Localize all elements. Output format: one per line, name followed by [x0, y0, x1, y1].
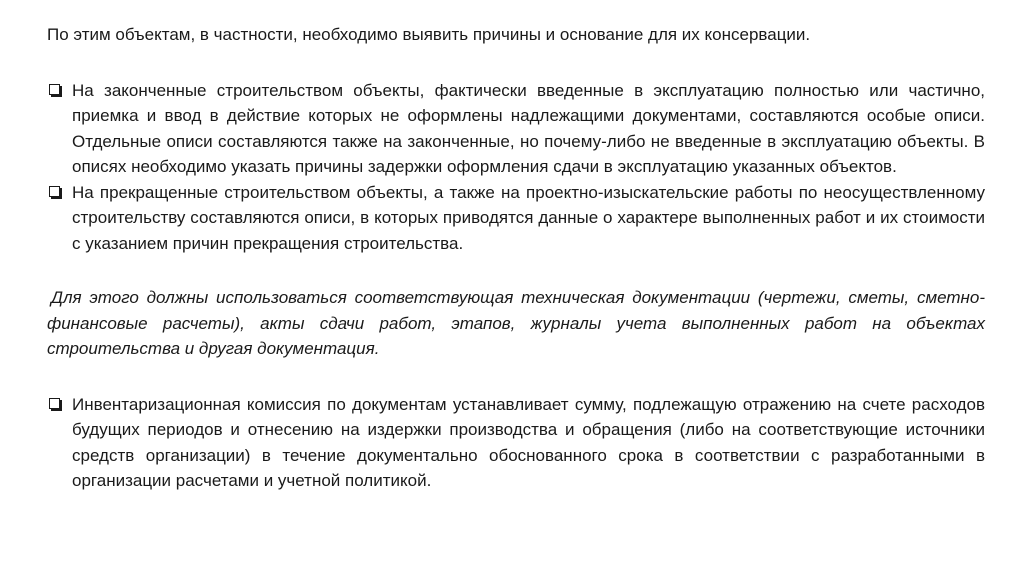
bullet-text: На прекращенные строительством объекты, а также на проектно-изыскательские работы по неосуществленному строительству составляются описи, в которых приводятся данные о характере выполненных работ и их стоимости с указанием причин прекращения строительства. [72, 182, 985, 253]
checkbox-icon [49, 398, 60, 409]
documentation-note: Для этого должны использоваться соответствующая техническая документации (чертежи, сметы, сметно-финансовые расчеты), акты сдачи работ, этапов, журналы учета выполненных работ на объектах строительства и другая документация. [47, 288, 985, 358]
slide-content [47, 22, 985, 494]
bullet-item-completed-objects [47, 78, 985, 180]
bullet-item-terminated-objects [47, 180, 985, 257]
bullet-text: Инвентаризационная комиссия по документам устанавливает сумму, подлежащую отражению на счете расходов будущих периодов и отнесению на издержки производства и обращения (либо на соответствующие источники средств организации) в течение документально обоснованного срока в соответствии с разработанными в организации расчетами и учетной политикой. [72, 394, 985, 490]
checkbox-icon [49, 84, 60, 95]
intro-paragraph: По этим объектам, в частности, необходимо выявить причины и основание для их консервации. [47, 25, 811, 44]
bullet-text: На законченные строительством объекты, фактически введенные в эксплуатацию полностью или частично, приемка и ввод в действие которых не оформлены надлежащими документами, составляются особые описи. Отдельные описи составляются также на законченные, но почему-либо не введенные в эксплуатацию объекты. В описях необходимо указать причины задержки оформления сдачи в эксплуатацию указанных объектов. [72, 80, 985, 176]
bullet-item-inventory-commission [47, 392, 985, 494]
checkbox-icon [49, 186, 60, 197]
